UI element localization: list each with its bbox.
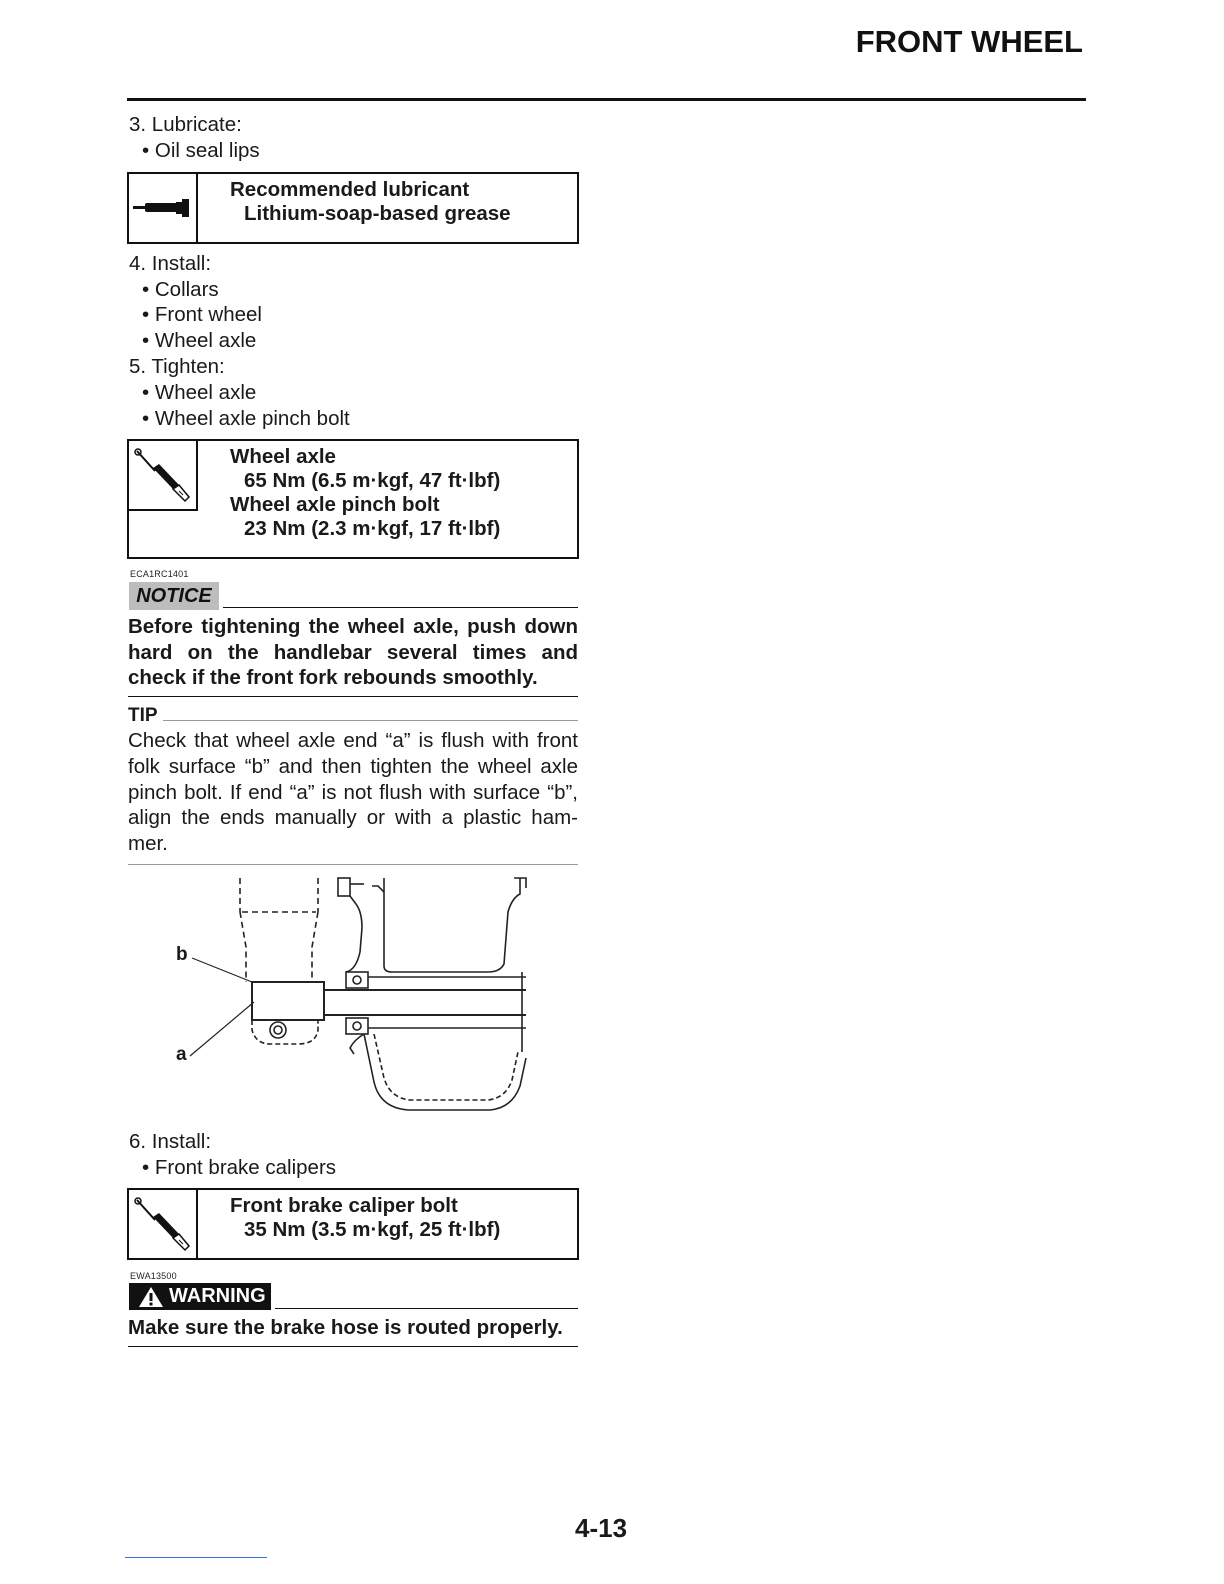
figure-label-a: a [176, 1044, 187, 1065]
step-3-item: • Oil seal lips [142, 139, 260, 162]
step-6-title: 6. Install: [129, 1130, 212, 1153]
tip-bottom-rule [128, 864, 578, 865]
tip-line: pinch bolt. If end “a” is not flush with surface “b”, [128, 780, 578, 804]
step-3-title: 3. Lubricate: [129, 113, 242, 136]
warning-bottom-rule [128, 1346, 578, 1347]
notice-bottom-rule [128, 696, 578, 697]
page-number: 4-13 [575, 1513, 628, 1543]
step-4-item: • Wheel axle [142, 329, 257, 352]
grease-gun-icon [129, 174, 198, 242]
page-title: FRONT WHEEL [855, 24, 1083, 59]
torque-value: 23 Nm (2.3 m·kgf, 17 ft·lbf) [244, 517, 501, 540]
notice-line: check if the front fork rebounds smoothly. [128, 666, 538, 690]
lubricant-value: Lithium-soap-based grease [244, 202, 511, 225]
tip-line: mer. [128, 832, 168, 856]
torque-label: Wheel axle [230, 445, 336, 468]
step-4-item: • Front wheel [142, 303, 262, 326]
notice-rule [223, 607, 578, 608]
header-rule [127, 98, 1086, 101]
warning-code: EWA13500 [130, 1271, 177, 1281]
warning-label: WARNING [169, 1285, 266, 1307]
warning-rule [275, 1308, 578, 1309]
torque-wrench-icon [129, 1190, 198, 1258]
warning-tag [129, 1283, 271, 1310]
torque-value: 65 Nm (6.5 m·kgf, 47 ft·lbf) [244, 469, 501, 492]
warning-text: Make sure the brake hose is routed properly. [128, 1316, 563, 1339]
wheel-axle-diagram [128, 872, 578, 1117]
notice-code: ECA1RC1401 [130, 569, 189, 579]
tip-line: align the ends manually or with a plastic ham- [128, 806, 578, 830]
figure-label-b: b [176, 944, 188, 965]
step-5-title: 5. Tighten: [129, 355, 225, 378]
tip-text [128, 728, 578, 857]
torque-label: Front brake caliper bolt [230, 1194, 458, 1217]
torque-value: 35 Nm (3.5 m·kgf, 25 ft·lbf) [244, 1218, 501, 1241]
tip-label: TIP [128, 705, 158, 726]
torque-wrench-icon [129, 441, 198, 511]
tip-rule [163, 720, 578, 721]
notice-line: hard on the handlebar several times and [128, 640, 578, 664]
step-4-item: • Collars [142, 278, 219, 301]
notice-line: Before tightening the wheel axle, push down [128, 615, 578, 638]
tip-line: folk surface “b” and then tighten the wheel axle [128, 754, 578, 778]
tip-line: Check that wheel axle end “a” is flush with front [128, 729, 578, 752]
lubricant-label: Recommended lubricant [230, 178, 470, 201]
step-6-item: • Front brake calipers [142, 1156, 337, 1179]
step-4-title: 4. Install: [129, 252, 212, 275]
caliper-torque-spec-box [127, 1188, 579, 1260]
step-5-item: • Wheel axle pinch bolt [142, 407, 350, 430]
notice-tag: NOTICE [129, 582, 219, 610]
lubricant-spec-box [127, 172, 579, 244]
torque-label: Wheel axle pinch bolt [230, 493, 440, 516]
step-5-item: • Wheel axle [142, 381, 257, 404]
notice-text [128, 614, 578, 691]
torque-spec-box [127, 439, 579, 559]
footer-link-underline[interactable] [125, 1557, 267, 1558]
warning-triangle-icon [138, 1286, 164, 1316]
